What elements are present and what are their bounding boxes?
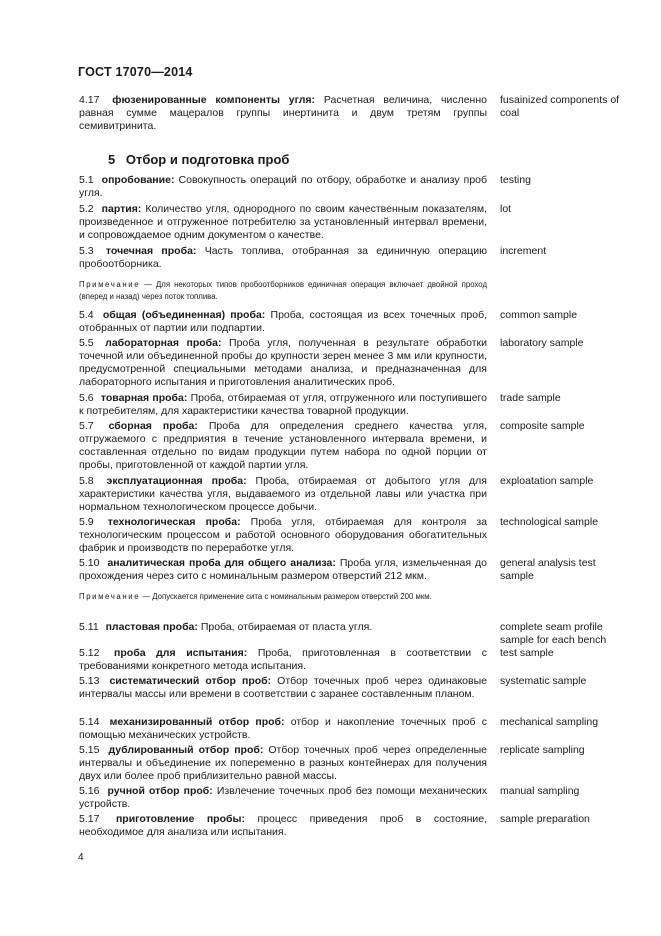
document-header: ГОСТ 17070—2014	[78, 65, 193, 79]
term-text	[79, 309, 487, 335]
term-definition: Проба, отбираемая от добытого угля для характеристики качества угля, выдаваемого из отдельной лавы или участка при нормальном технологическом процессе добычи.	[79, 475, 487, 513]
term-number: 5.11	[79, 621, 99, 633]
term-name: аналитическая проба для общего анализа:	[107, 557, 336, 569]
term-number: 5.7	[79, 420, 94, 432]
term-english-equivalent: technological sample	[500, 516, 599, 528]
term-definition: Проба, состоящая из всех точечных проб, отобранных от партии или подпартии.	[79, 309, 488, 334]
term-number: 5.5	[79, 337, 94, 349]
term-number: 5.9	[79, 516, 94, 528]
term-english-equivalent: exploatation sample	[500, 475, 594, 487]
note-label: Примечание	[79, 280, 141, 289]
section-heading	[108, 152, 289, 167]
term-definition: Отбор точечных проб через одинаковые интервалы массы или времени в соответствии с заранее составленным планом.	[79, 675, 487, 700]
term-text	[79, 174, 487, 200]
term-number: 5.14	[79, 716, 100, 728]
term-text	[79, 744, 487, 783]
term-number: 5.4	[79, 309, 94, 321]
term-name: товарная проба:	[100, 392, 188, 404]
term-text	[79, 716, 487, 742]
term-english-equivalent: general analysis test sample	[500, 557, 596, 582]
term-name: фюзенированные компоненты угля:	[112, 94, 316, 106]
term-english-equivalent: composite sample	[500, 420, 585, 432]
term-number: 5.15	[79, 744, 100, 756]
term-text	[79, 675, 487, 701]
section-title-text: Отбор и подготовка проб	[125, 152, 290, 167]
term-text	[79, 785, 487, 811]
term-definition: Проба, отбираемая от угля, отгруженного или поступившего к потребителям, для характеристики качества товарной продукции.	[79, 392, 487, 417]
term-number: 5.3	[79, 245, 94, 257]
term-english-equivalent: increment	[500, 245, 547, 257]
term-english-equivalent: testing	[500, 174, 531, 186]
term-definition: Проба угля, измельченная до прохождения через сито с номинальным размером отверстий 212 мкм.	[79, 557, 487, 582]
term-name: точечная проба:	[105, 245, 197, 257]
term-number: 5.6	[79, 392, 94, 404]
note-text: — Допускается применение сита с номинальным размером отверстий 200 мкм.	[142, 592, 432, 601]
term-english-equivalent: trade sample	[500, 392, 561, 404]
term-number: 4.17	[79, 94, 100, 106]
term-text	[79, 420, 487, 472]
term-name: проба для испытания:	[114, 647, 248, 659]
term-number: 5.13	[79, 675, 100, 687]
term-english-equivalent: test sample	[500, 647, 554, 659]
term-name: приготовление пробы:	[115, 813, 245, 825]
term-text	[79, 621, 487, 634]
page-number: 4	[78, 852, 84, 863]
term-definition: процесс приведения проб в состояние, необходимое для анализа или испытания.	[79, 813, 487, 838]
term-text	[79, 647, 487, 673]
term-text	[79, 203, 487, 242]
term-text	[79, 557, 487, 583]
term-definition: Проба для определения среднего качества угля, отгружаемого с предприятия в течение установленного интервала времени, и составленная отдельно по видам продукции путем набора по одной порции от пробы, приготовленной от каждой партии угля.	[79, 420, 488, 471]
term-name: механизированный отбор проб:	[109, 716, 285, 728]
term-english-equivalent: laboratory sample	[500, 337, 584, 349]
term-text	[79, 337, 487, 389]
term-definition: Совокупность операций по отбору, обработке и анализу проб угля.	[79, 174, 488, 199]
term-definition: Расчетная величина, численно равная сумме мацералов группы инертинита и двум третям группы семивитринита.	[79, 94, 487, 132]
term-text	[79, 516, 487, 555]
term-text	[79, 245, 487, 271]
term-definition: Проба угля, отбираемая для контроля за технологическим процессом и работой основного оборудования обогатительных фабрик и производств по переработке угля.	[79, 516, 487, 554]
term-text	[79, 813, 487, 839]
term-number: 5.16	[79, 785, 100, 797]
term-name: дублированный отбор проб:	[108, 744, 264, 756]
term-english-equivalent: common sample	[500, 309, 578, 321]
term-english-equivalent: complete seam profile sample for each bench	[500, 621, 607, 646]
term-english-equivalent: sample preparation	[500, 813, 590, 825]
term-text	[79, 475, 487, 514]
term-name: лабораторная проба:	[105, 337, 222, 349]
term-english-equivalent: systematic sample	[500, 675, 587, 687]
term-name: пластовая проба:	[105, 621, 198, 633]
term-definition: отбор и накопление точечных проб с помощью механических устройств.	[79, 716, 487, 741]
term-definition: Проба угля, полученная в результате обработки точечной или объединенной пробы до крупности зерен менее 3 мм или крупности, предусмотренной специальными методами анализа, и предназначенная для лабораторного испытания и приготовления аналитических проб.	[79, 337, 488, 388]
term-definition: Проба, приготовленная в соответствии с требованиями конкретного метода испытания.	[79, 647, 488, 672]
term-english-equivalent: replicate sampling	[500, 744, 585, 756]
term-text	[79, 392, 487, 418]
section-number: 5	[108, 152, 116, 167]
term-name: партия:	[101, 203, 142, 215]
term-text	[79, 94, 487, 133]
term-number: 5.17	[79, 813, 100, 825]
term-name: сборная проба:	[108, 420, 198, 432]
term-number: 5.8	[79, 475, 94, 487]
term-english-equivalent: mechanical sampling	[500, 716, 599, 728]
term-definition: Отбор точечных проб через определенные интервалы и объединение их попеременно в разных контейнерах для получения двух или более проб приблизительно равной массы.	[79, 744, 487, 782]
term-english-equivalent: manual sampling	[500, 785, 580, 797]
term-name: эксплуатационная проба:	[106, 475, 247, 487]
term-name: опробование:	[101, 174, 175, 186]
note-text: — Для некоторых типов пробоотборников единичная операция включает двойной проход (вперед и назад) через поток топлива.	[79, 280, 487, 301]
term-definition: Количество угля, однородного по своим качественным показателям, произведенное и отгруженное потребителю за установленный интервал времени, и сопровождаемое одним документом о качестве.	[79, 203, 487, 241]
term-number: 5.1	[79, 174, 94, 186]
term-number: 5.12	[79, 647, 100, 659]
term-name: систематический отбор проб:	[109, 675, 272, 687]
note-1	[79, 279, 487, 303]
term-definition: Проба, отбираемая от пласта угля.	[200, 621, 373, 633]
note-2	[79, 591, 487, 603]
term-name: общая (объединенная) проба:	[102, 309, 266, 321]
note-label: Примечание	[79, 592, 141, 601]
term-definition: Часть топлива, отобранная за единичную операцию пробоотборника.	[79, 245, 487, 270]
term-number: 5.10	[79, 557, 100, 569]
term-name: технологическая проба:	[107, 516, 241, 528]
term-english-equivalent: lot	[500, 203, 512, 215]
term-english-equivalent: fusainized components of coal	[500, 94, 620, 119]
term-name: ручной отбор проб:	[107, 785, 213, 797]
term-definition: Извлечение точечных проб без помощи механических устройств.	[79, 785, 487, 810]
term-number: 5.2	[79, 203, 94, 215]
